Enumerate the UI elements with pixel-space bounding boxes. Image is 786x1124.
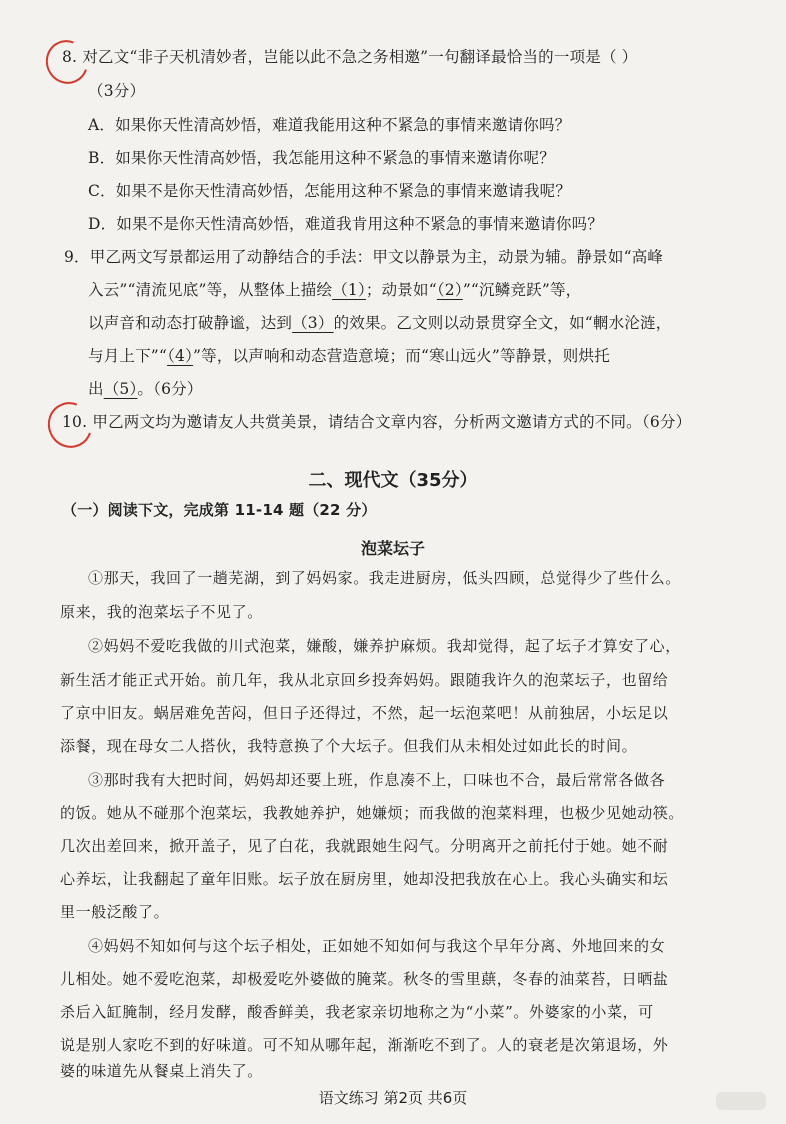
subsection-heading: （一）阅读下文，完成第 11-14 题（22 分） bbox=[62, 501, 377, 519]
article-line: 几次出差回来，掀开盖子，见了白花，我就跟她生闷气。分明离开之前托付于她。她不耐 bbox=[60, 837, 669, 855]
article-line: 的饭。她从不碰那个泡菜坛，我教她养护，她嫌烦；而我做的泡菜料理，也极少见她动筷。 bbox=[60, 804, 685, 822]
blank-5: （5） bbox=[103, 380, 138, 398]
q8-option-d: D．如果不是你天性清高妙悟，难道我肯用这种不紧急的事情来邀请你吗？ bbox=[88, 215, 604, 233]
q10-stem: 10. 甲乙两文均为邀请友人共赏美景，请结合文章内容，分析两文邀请方式的不同。（6分） bbox=[62, 413, 692, 431]
blank-2: （2） bbox=[436, 281, 463, 299]
article-line: 新生活才能正式开始。前几年，我从北京回乡投奔妈妈。跟随我许久的泡菜坛子，也留给 bbox=[60, 671, 669, 689]
article-line: 杀后入缸腌制，经月发酵，酸香鲜美，我老家亲切地称之为“小菜”。外婆家的小菜，可 bbox=[60, 1003, 654, 1021]
article-line: 原来，我的泡菜坛子不见了。 bbox=[60, 603, 263, 621]
q9-line-2: 入云”“清流见底”等，从整体上描绘（1）；动景如“（2）”“沉鳞竞跃”等， bbox=[88, 281, 582, 299]
blank-4: （4） bbox=[167, 347, 194, 365]
blank-1: （1） bbox=[332, 281, 366, 299]
article-line: ②妈妈不爱吃我做的川式泡菜，嫌酸，嫌养护麻烦。我却觉得，起了坛子才算安了心， bbox=[88, 637, 681, 655]
q8-option-c: C．如果不是你天性清高妙悟，怎能用这种不紧急的事情来邀请我呢？ bbox=[88, 182, 572, 200]
section-title: 二、现代文（35分） bbox=[308, 470, 478, 491]
article-line: 心养坛，让我翻起了童年旧账。坛子放在厨房里，她却没把我放在心上。我心头确实和坛 bbox=[60, 870, 669, 888]
q9-line-5: 出（5）。（6分） bbox=[88, 380, 203, 398]
article-line: ④妈妈不知如何与这个坛子相处，正如她不知如何与我这个早年分离、外地回来的女 bbox=[88, 937, 666, 955]
blank-3: （3） bbox=[292, 314, 334, 332]
article-line: 儿相处。她不爱吃泡菜，却极爱吃外婆做的腌菜。秋冬的雪里蕻，冬春的油菜苔，日晒盐 bbox=[60, 970, 669, 988]
article-line: 添餐，现在母女二人搭伙，我特意换了个大坛子。但我们从未相处过如此长的时间。 bbox=[60, 737, 638, 755]
article-line: ③那时我有大把时间，妈妈却还要上班，作息凑不上，口味也不合，最后常常各做各 bbox=[88, 771, 666, 789]
article-line: ①那天，我回了一趟芜湖，到了妈妈家。我走进厨房，低头四顾，总觉得少了些什么。 bbox=[88, 569, 681, 587]
page-footer: 语文练习 第2页 共6页 bbox=[318, 1089, 468, 1107]
article-line: 说是别人家吃不到的好味道。可不知从哪年起，渐渐吃不到了。人的衰老是次第退场，外 bbox=[60, 1036, 669, 1054]
article-line: 里一般泛酸了。 bbox=[60, 903, 170, 921]
watermark-smudge bbox=[716, 1092, 766, 1110]
q8-option-a: A．如果你天性清高妙悟，难道我能用这种不紧急的事情来邀请你吗？ bbox=[88, 116, 571, 134]
q8-option-b: B．如果你天性清高妙悟，我怎能用这种不紧急的事情来邀请你呢？ bbox=[88, 149, 555, 167]
q9-line-3: 以声音和动态打破静谧，达到（3）的效果。乙文则以动景贯穿全文，如“輞水沦涟， bbox=[88, 314, 672, 332]
q8-score: （3分） bbox=[88, 82, 146, 100]
article-title: 泡菜坛子 bbox=[360, 539, 425, 558]
q8-stem: 8. 对乙文“非子天机清妙者，岂能以此不急之务相邀”一句翻译最恰当的一项是（ ） bbox=[62, 48, 638, 66]
article-line: 婆的味道先从餐桌上消失了。 bbox=[60, 1062, 263, 1080]
q9-line-4: 与月上下”“（4）”等，以声响和动态营造意境；而“寒山远火”等静景，则烘托 bbox=[88, 347, 610, 365]
q9-line-1: 9．甲乙两文写景都运用了动静结合的手法：甲文以静景为主，动景为辅。静景如“高峰 bbox=[64, 248, 664, 266]
article-line: 了京中旧友。蜗居难免苦闷，但日子还得过，不然，起一坛泡菜吧！从前独居，小坛足以 bbox=[60, 704, 669, 722]
